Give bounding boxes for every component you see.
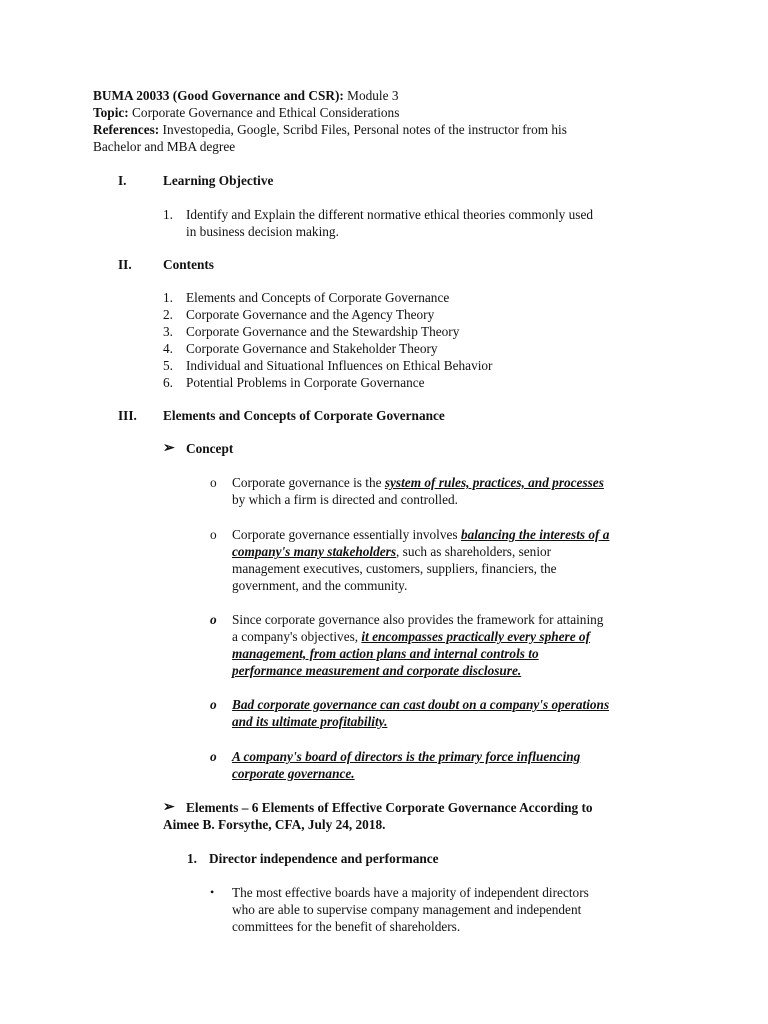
list-number: 1. (163, 207, 173, 222)
arrow-bullet-icon: ➢ (163, 800, 175, 815)
references-line (93, 121, 713, 138)
topic-line (93, 104, 713, 121)
list-item (163, 374, 703, 391)
bullet-text: Corporate governance essentially involves (232, 527, 461, 542)
emphasis-text: it encompasses practically every sphere of (361, 629, 591, 644)
list-number: 6. (163, 375, 173, 390)
elements-heading-line: Aimee B. Forsythe, CFA, July 24, 2018. (163, 817, 386, 832)
bullet-line: performance measurement and corporate disclosure. (232, 663, 522, 678)
section-numeral: I. (118, 173, 127, 188)
bullet-text: Corporate governance is the (232, 475, 385, 490)
list-item-line: in business decision making. (186, 224, 339, 239)
circle-bullet-icon: o (210, 475, 217, 490)
element-title: Director independence and performance (209, 851, 439, 866)
list-number: 5. (163, 358, 173, 373)
emphasis-text: company's many stakeholders (232, 544, 396, 559)
bullet-line: by which a firm is directed and controlled. (232, 492, 458, 507)
bullet-line: government, and the community. (232, 578, 408, 593)
list-item-text: Corporate Governance and the Stewardship Theory (186, 324, 460, 339)
bullet-line: management, from action plans and internal controls to (232, 646, 539, 661)
section-heading-learning-objective (118, 172, 678, 189)
list-number: 4. (163, 341, 173, 356)
list-number: 2. (163, 307, 173, 322)
section-title: Contents (163, 257, 214, 272)
bullet-line: committees for the benefit of shareholders. (232, 919, 461, 934)
elements-heading-continuation (163, 816, 703, 833)
concept-bullet (210, 526, 712, 594)
bullet-line: The most effective boards have a majority of independent directors (232, 885, 589, 900)
list-item (163, 357, 703, 374)
circle-bullet-icon: o (210, 612, 217, 627)
element-number: 1. (187, 851, 197, 866)
list-number: 3. (163, 324, 173, 339)
course-value: Module 3 (347, 88, 399, 103)
concept-heading (163, 440, 726, 457)
concept-bullet (210, 611, 712, 679)
references-label: References: (93, 122, 160, 137)
list-item-text: Individual and Situational Influences on Ethical Behavior (186, 358, 493, 373)
course-label: BUMA 20033 (Good Governance and CSR): (93, 88, 344, 103)
section-title: Elements and Concepts of Corporate Governance (163, 408, 445, 423)
concept-bullet (210, 696, 712, 730)
learning-objective-list (163, 206, 703, 240)
list-item-text: Potential Problems in Corporate Governance (186, 375, 425, 390)
section-numeral: II. (118, 257, 132, 272)
element-heading (187, 850, 729, 867)
section-heading-contents (118, 256, 678, 273)
list-item (163, 323, 703, 340)
bullet-text: , such as shareholders, senior (396, 544, 552, 559)
bullet-line (232, 543, 712, 560)
elements-heading-line: Elements – 6 Elements of Effective Corporate Governance According to (186, 800, 593, 815)
bullet-line: Since corporate governance also provides the framework for attaining (232, 612, 604, 627)
bullet-line: A company's board of directors is the primary force influencing (232, 749, 581, 764)
bullet-line: Bad corporate governance can cast doubt on a company's operations (232, 697, 610, 712)
circle-bullet-icon: o (210, 697, 217, 712)
list-item-text: Elements and Concepts of Corporate Governance (186, 290, 450, 305)
bullet-line: management executives, customers, suppliers, financiers, the (232, 561, 557, 576)
course-line (93, 87, 713, 104)
section-heading-elements-concepts (118, 407, 678, 424)
concept-bullet (210, 748, 712, 782)
section-title: Learning Objective (163, 173, 274, 188)
topic-value: Corporate Governance and Ethical Considerations (132, 105, 400, 120)
list-item-line: Identify and Explain the different normative ethical theories commonly used (186, 207, 594, 222)
list-number: 1. (163, 290, 173, 305)
bullet-line: who are able to supervise company management and independent (232, 902, 582, 917)
emphasis-text: balancing the interests of a (460, 527, 610, 542)
circle-bullet-icon: o (210, 527, 217, 542)
references-continuation: Bachelor and MBA degree (93, 139, 236, 154)
bullet-line: and its ultimate profitability. (232, 714, 388, 729)
concept-heading-text: Concept (186, 441, 234, 456)
bullet-line (232, 526, 712, 543)
circle-bullet-icon: o (210, 749, 217, 764)
list-item (163, 306, 703, 323)
topic-label: Topic: (93, 105, 129, 120)
concept-bullet (210, 474, 712, 508)
list-item (163, 206, 703, 240)
element-bullet (210, 884, 712, 935)
references-value: Investopedia, Google, Scribd Files, Personal notes of the instructor from his (162, 122, 567, 137)
elements-heading (163, 799, 726, 816)
arrow-bullet-icon: ➢ (163, 441, 175, 456)
section-numeral: III. (118, 408, 137, 423)
list-item-text: Corporate Governance and the Agency Theory (186, 307, 435, 322)
list-item (163, 289, 703, 306)
bullet-line (232, 628, 712, 645)
emphasis-text: system of rules, practices, and processes (384, 475, 604, 490)
contents-list (163, 289, 703, 391)
bullet-text: a company's objectives, (232, 629, 362, 644)
bullet-line: corporate governance. (232, 766, 355, 781)
list-item-text: Corporate Governance and Stakeholder Theory (186, 341, 438, 356)
bullet-dot-icon: • (210, 885, 215, 899)
bullet-line (232, 474, 712, 491)
document-header (93, 87, 713, 155)
list-item (163, 340, 703, 357)
